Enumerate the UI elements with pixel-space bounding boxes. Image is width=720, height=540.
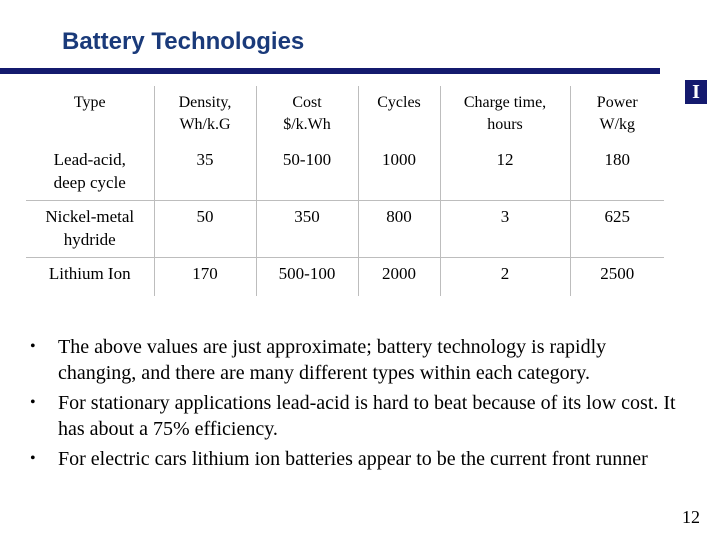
logo-letter: I [692, 81, 700, 103]
cell-type: Lead-acid, deep cycle [26, 144, 154, 201]
header-density: Density, Wh/k.G [154, 86, 256, 144]
bullet-text: The above values are just approximate; battery technology is rapidly changing, and there are many different types within each category. [58, 336, 607, 384]
bullet-item [26, 446, 686, 472]
bullet-icon: • [30, 394, 36, 411]
bullet-item [26, 390, 686, 442]
cell-power: 625 [570, 201, 664, 258]
bullet-icon: • [30, 338, 36, 355]
bullet-text: For electric cars lithium ion batteries appear to be the current front runner [58, 448, 648, 470]
bullet-text: For stationary applications lead-acid is hard to beat because of its low cost. It has about a 75% efficiency. [58, 392, 676, 440]
cell-type: Lithium Ion [26, 258, 154, 297]
bullet-icon: • [30, 450, 36, 467]
table-row [26, 258, 664, 297]
cell-charge-time: 2 [440, 258, 570, 297]
header-power: Power W/kg [596, 94, 638, 133]
university-logo [685, 80, 707, 104]
cell-cycles: 2000 [358, 258, 440, 297]
table-header-row [26, 86, 664, 144]
cell-density: 35 [154, 144, 256, 201]
cell-density: 170 [154, 258, 256, 297]
cell-charge-time: 3 [440, 201, 570, 258]
bullet-item [26, 334, 686, 386]
cell-cost: 500-100 [256, 258, 358, 297]
header-type: Type [26, 86, 154, 144]
cell-cycles: 1000 [358, 144, 440, 201]
battery-table [26, 86, 664, 296]
cell-cycles: 800 [358, 201, 440, 258]
cell-power: 180 [570, 144, 664, 201]
bullet-list [26, 334, 686, 476]
table-row [26, 201, 664, 258]
cell-type: Nickel-metal hydride [26, 201, 154, 258]
slide-title: Battery Technologies [62, 28, 305, 55]
cell-cost: 350 [256, 201, 358, 258]
header-cycles: Cycles [358, 86, 440, 144]
table-row [26, 144, 664, 201]
page-number: 12 [682, 507, 700, 527]
cell-charge-time: 12 [440, 144, 570, 201]
header-cost: Cost $/k.Wh [256, 86, 358, 144]
header-charge-time: Charge time, hours [440, 86, 570, 144]
cell-density: 50 [154, 201, 256, 258]
cell-power: 2500 [600, 264, 635, 283]
title-divider [0, 68, 660, 74]
cell-cost: 50-100 [256, 144, 358, 201]
